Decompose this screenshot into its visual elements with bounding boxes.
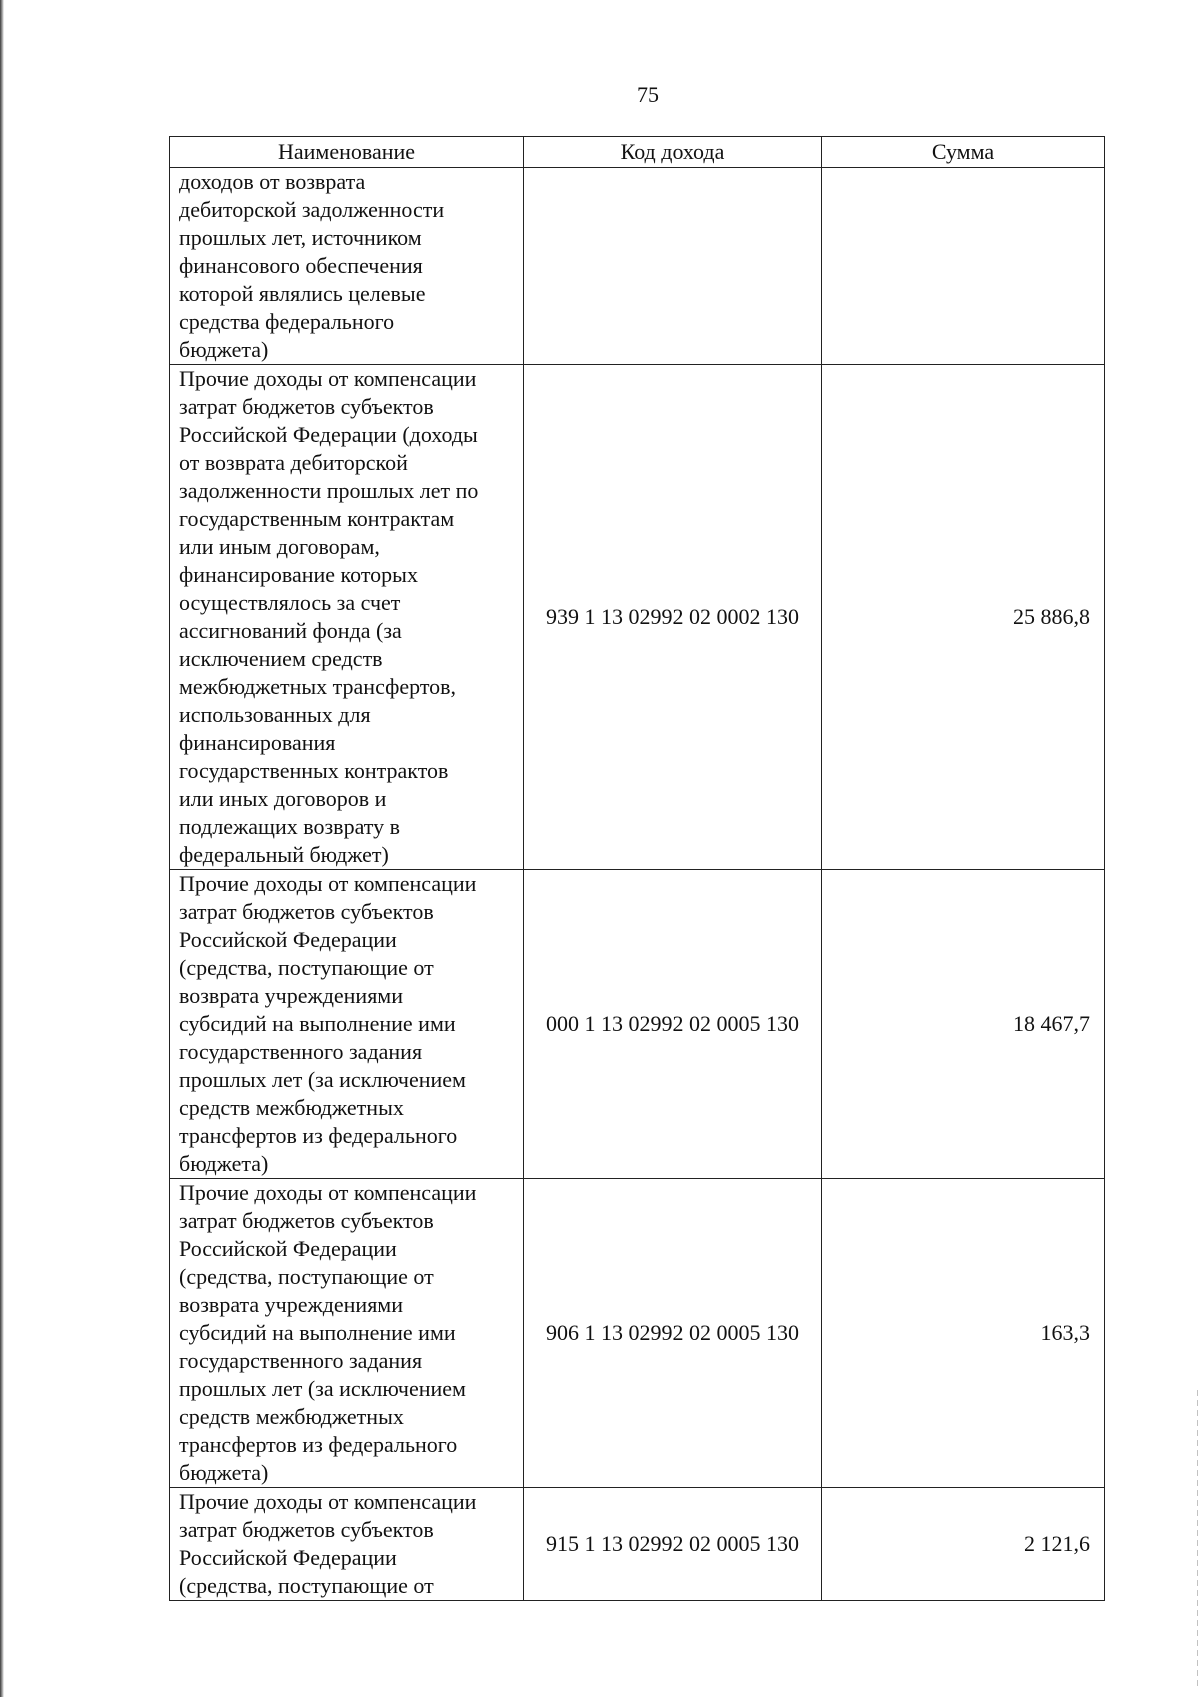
row-code: 000 1 13 02992 02 0005 130 <box>524 870 822 1179</box>
row-sum: 25 886,8 <box>822 365 1105 870</box>
row-sum: 163,3 <box>822 1179 1105 1488</box>
row-sum: 2 121,6 <box>822 1488 1105 1601</box>
row-name: доходов от возврата дебиторской задолженности прошлых лет, источником финансового обеспечения которой являлись целевые средства федерального бюджета) <box>170 168 524 365</box>
header-code: Код дохода <box>524 137 822 168</box>
row-code: 939 1 13 02992 02 0002 130 <box>524 365 822 870</box>
row-code: 906 1 13 02992 02 0005 130 <box>524 1179 822 1488</box>
row-sum: 18 467,7 <box>822 870 1105 1179</box>
row-code: 915 1 13 02992 02 0005 130 <box>524 1488 822 1601</box>
table-header-row <box>170 137 1105 168</box>
scan-edge-left <box>0 0 4 1697</box>
table-row <box>170 870 1105 1179</box>
table-row <box>170 1179 1105 1488</box>
row-code <box>524 168 822 365</box>
table-row <box>170 168 1105 365</box>
revenue-table <box>169 136 1105 1601</box>
scan-edge-right <box>1197 1390 1198 1690</box>
row-name: Прочие доходы от компенсации затрат бюджетов субъектов Российской Федерации (средства, поступающие от возврата учреждениями субсидий на выполнение ими государственного задания прошлых лет (за исключением средств межбюджетных трансфертов из федерального бюджета) <box>170 1179 524 1488</box>
table-row <box>170 365 1105 870</box>
row-name: Прочие доходы от компенсации затрат бюджетов субъектов Российской Федерации (средства, поступающие от возврата учреждениями субсидий на выполнение ими государственного задания прошлых лет (за исключением средств межбюджетных трансфертов из федерального бюджета) <box>170 870 524 1179</box>
page-number: 75 <box>637 82 659 107</box>
row-name: Прочие доходы от компенсации затрат бюджетов субъектов Российской Федерации (доходы от возврата дебиторской задолженности прошлых лет по государственным контрактам или иным договорам, финансирование которых осуществлялось за счет ассигнований фонда (за исключением средств межбюджетных трансфертов, использованных для финансирования государственных контрактов или иных договоров и подлежащих возврату в федеральный бюджет) <box>170 365 524 870</box>
header-name: Наименование <box>170 137 524 168</box>
row-name: Прочие доходы от компенсации затрат бюджетов субъектов Российской Федерации (средства, поступающие от <box>170 1488 524 1601</box>
header-sum: Сумма <box>822 137 1105 168</box>
row-sum <box>822 168 1105 365</box>
table-row <box>170 1488 1105 1601</box>
